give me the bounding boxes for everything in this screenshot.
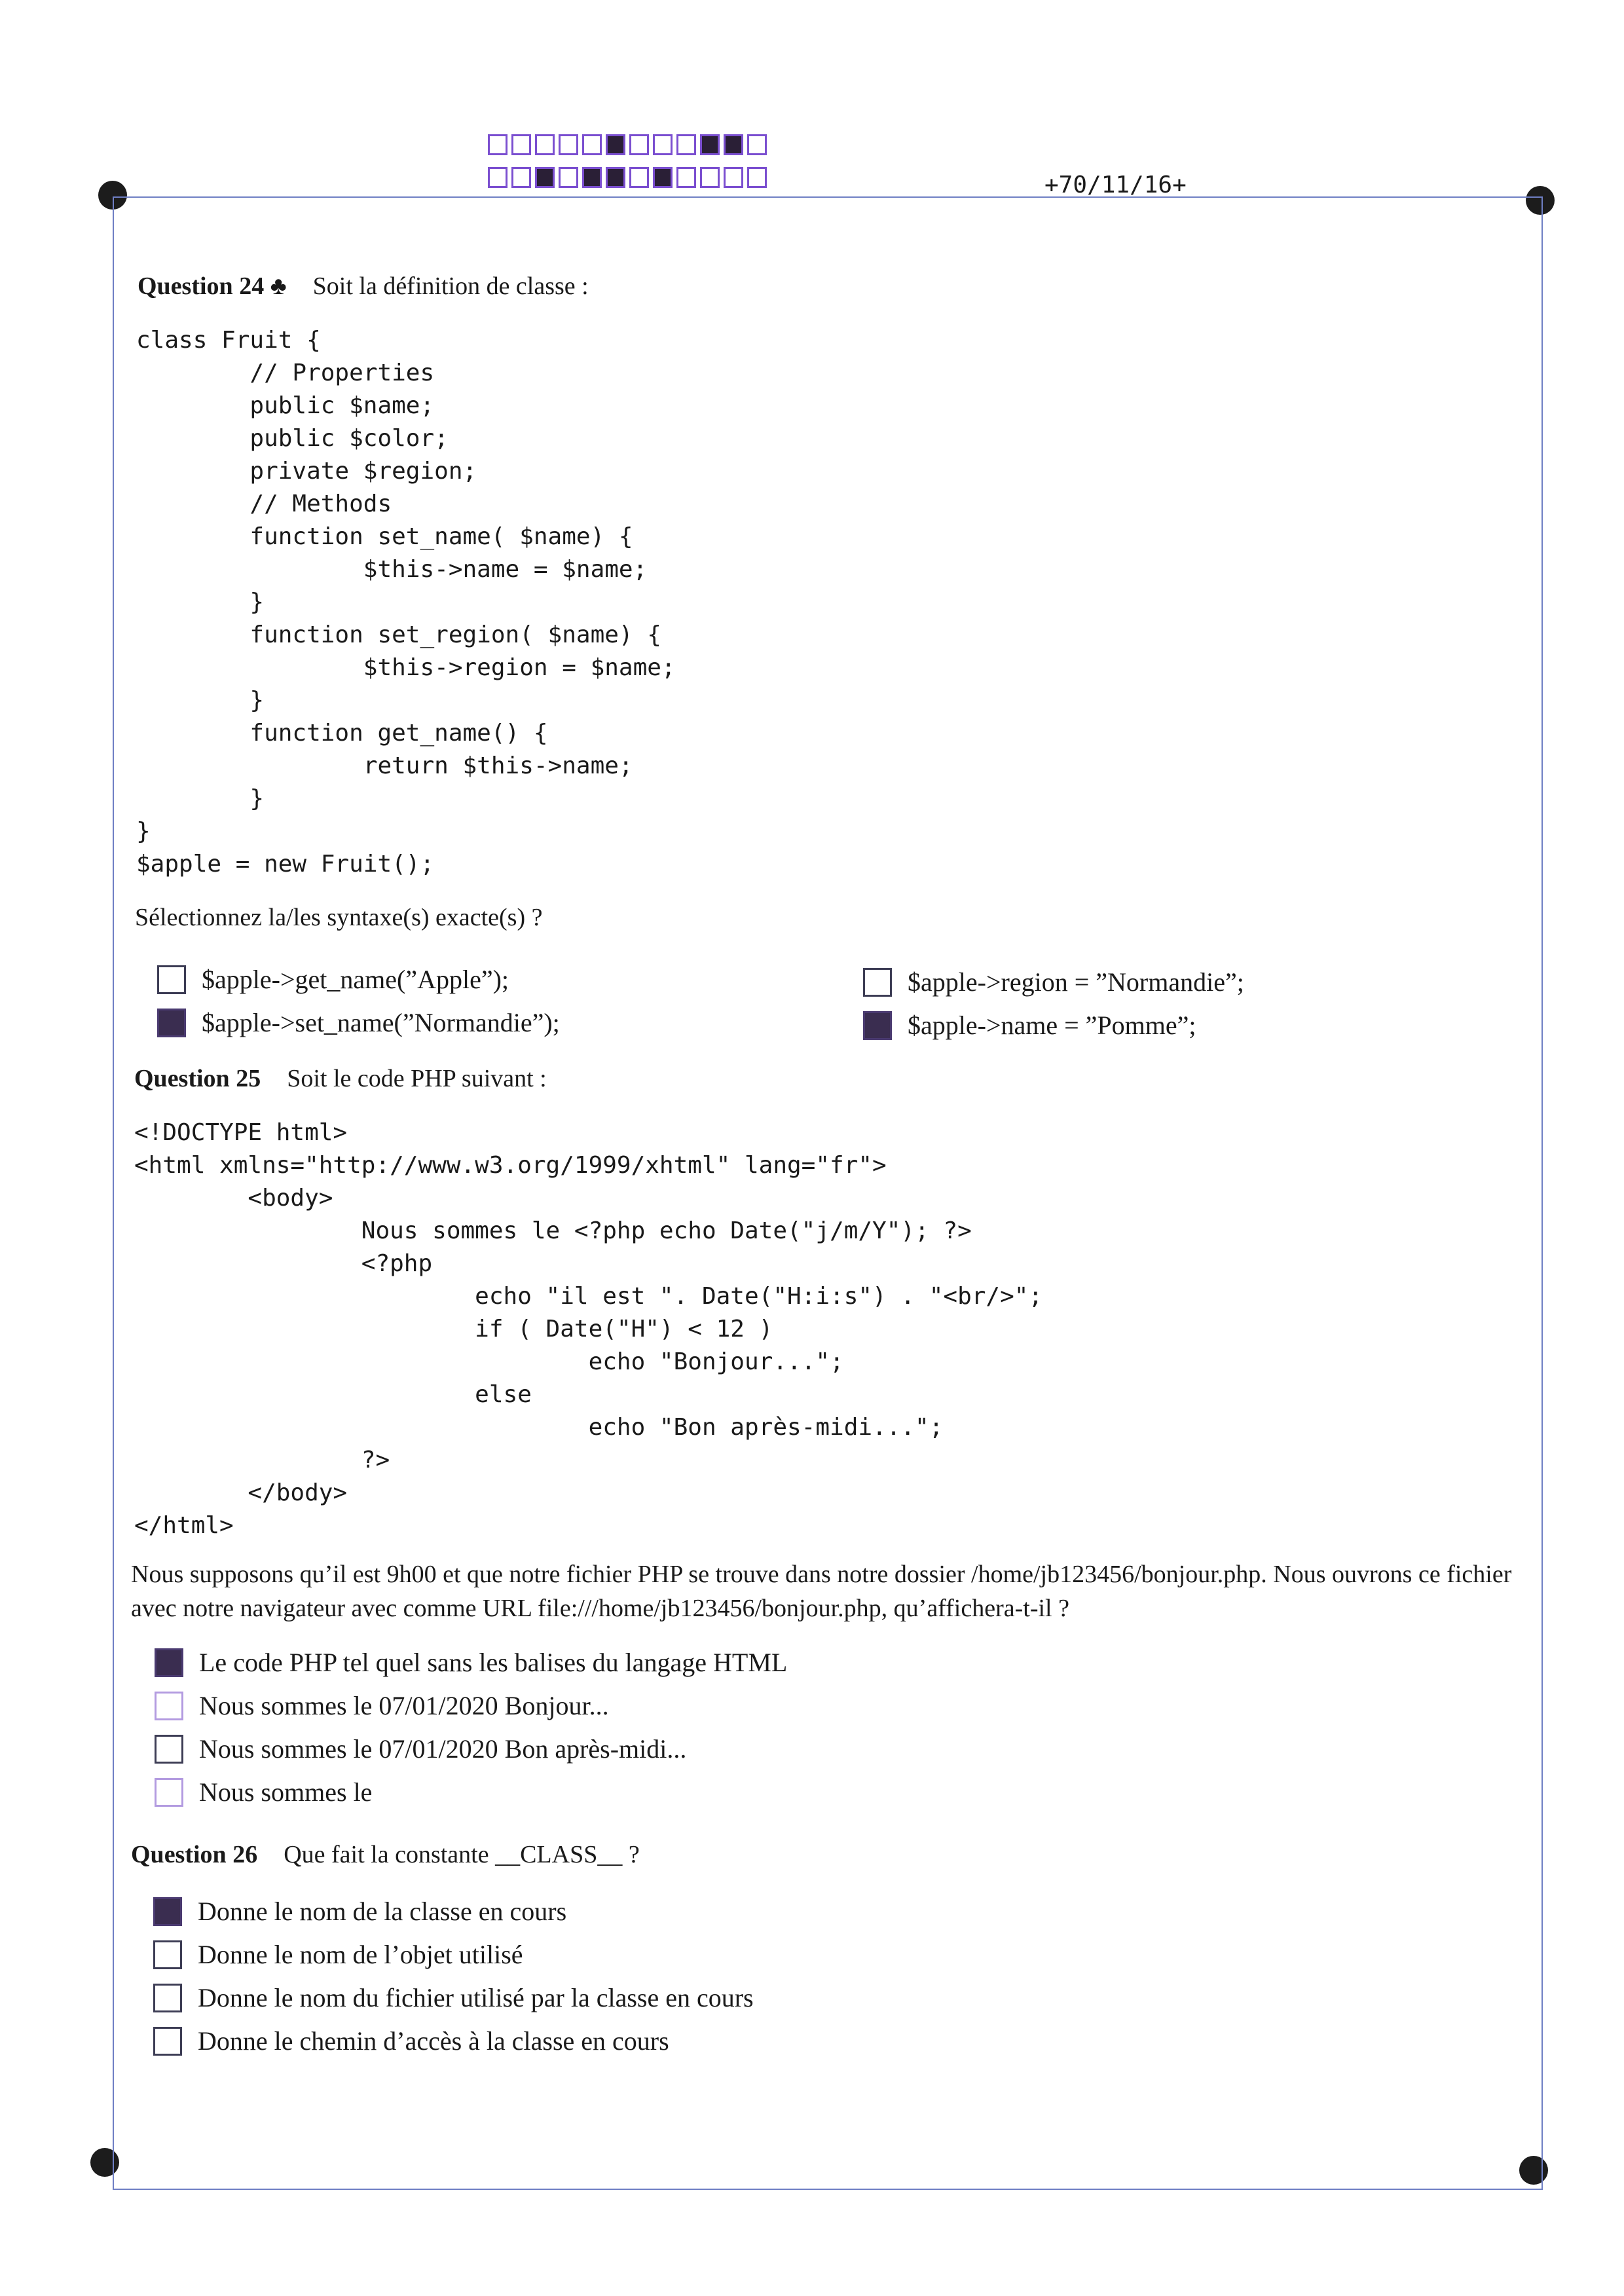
id-grid-cell bbox=[629, 167, 649, 188]
id-grid-cell bbox=[535, 134, 555, 155]
option-label: Nous sommes le 07/01/2020 Bonjour... bbox=[199, 1691, 609, 1720]
option-label: $apple->region = ”Normandie”; bbox=[908, 967, 1244, 997]
id-grid-cell bbox=[747, 167, 767, 188]
id-grid-cell bbox=[700, 167, 720, 188]
id-grid-cell bbox=[511, 134, 531, 155]
page-id-code: +70/11/16+ bbox=[1044, 172, 1187, 198]
id-grid-cell bbox=[535, 167, 555, 188]
checkbox[interactable] bbox=[863, 1011, 892, 1040]
checkbox[interactable] bbox=[863, 968, 892, 997]
question-24-header bbox=[138, 272, 589, 301]
q24-option-3[interactable] bbox=[863, 967, 1244, 997]
checkbox[interactable] bbox=[153, 2027, 182, 2056]
checkbox[interactable] bbox=[153, 1940, 182, 1969]
option-label: $apple->set_name(”Normandie”); bbox=[202, 1008, 560, 1037]
question-prompt: Soit la définition de classe : bbox=[312, 272, 589, 300]
id-grid-cell bbox=[559, 167, 578, 188]
q26-option-2[interactable] bbox=[153, 1939, 523, 1970]
q26-option-4[interactable] bbox=[153, 2026, 669, 2056]
option-label: $apple->name = ”Pomme”; bbox=[908, 1010, 1196, 1040]
question-prompt: Soit le code PHP suivant : bbox=[287, 1065, 547, 1092]
checkbox[interactable] bbox=[155, 1735, 183, 1764]
q24-option-1[interactable] bbox=[157, 964, 509, 995]
id-grid-cell bbox=[606, 167, 625, 188]
checkbox[interactable] bbox=[153, 1984, 182, 2012]
q25-option-1[interactable] bbox=[155, 1647, 787, 1678]
id-grid-cell bbox=[488, 167, 507, 188]
id-grid-cell bbox=[653, 134, 673, 155]
option-label: Donne le nom du fichier utilisé par la classe en cours bbox=[198, 1983, 754, 2012]
checkbox[interactable] bbox=[157, 965, 186, 994]
option-label: Donne le chemin d’accès à la classe en cours bbox=[198, 2026, 669, 2056]
checkbox[interactable] bbox=[155, 1648, 183, 1677]
q24-option-2[interactable] bbox=[157, 1007, 560, 1038]
id-grid-cell bbox=[676, 134, 696, 155]
code-block-q24: class Fruit { // Properties public $name; public $color; private $region; // Methods function set_name( $name) { $this->name = $name; } function set_region( $name) { $this->region = $name; } function get_name() { return $this->name; } } $apple = new Fruit(); bbox=[136, 327, 676, 878]
id-grid-cell bbox=[653, 167, 673, 188]
id-grid-cell bbox=[724, 167, 743, 188]
option-label: Le code PHP tel quel sans les balises du langage HTML bbox=[199, 1648, 788, 1677]
id-grid-cell bbox=[606, 134, 625, 155]
id-grid-cell bbox=[582, 167, 602, 188]
id-grid-cell bbox=[582, 134, 602, 155]
question-number: Question 26 bbox=[131, 1841, 258, 1868]
q26-option-3[interactable] bbox=[153, 1982, 754, 2013]
id-grid-cell bbox=[559, 134, 578, 155]
question-25-header bbox=[134, 1064, 547, 1093]
q25-option-2[interactable] bbox=[155, 1690, 609, 1721]
id-grid-row-2 bbox=[488, 167, 767, 188]
q26-option-1[interactable] bbox=[153, 1896, 566, 1927]
id-grid-cell bbox=[676, 167, 696, 188]
option-label: Donne le nom de l’objet utilisé bbox=[198, 1940, 523, 1969]
option-label: Donne le nom de la classe en cours bbox=[198, 1897, 567, 1926]
question-number: Question 25 bbox=[134, 1065, 261, 1092]
question-number: Question 24 ♣ bbox=[138, 272, 287, 300]
checkbox[interactable] bbox=[155, 1778, 183, 1807]
q25-option-4[interactable] bbox=[155, 1777, 372, 1807]
option-label: $apple->get_name(”Apple”); bbox=[202, 965, 509, 994]
checkbox[interactable] bbox=[157, 1009, 186, 1037]
question-26-header bbox=[131, 1840, 640, 1869]
id-grid-cell bbox=[511, 167, 531, 188]
question-24-instruction: Sélectionnez la/les syntaxe(s) exacte(s) ? bbox=[135, 904, 543, 931]
id-grid-cell bbox=[629, 134, 649, 155]
checkbox[interactable] bbox=[155, 1692, 183, 1720]
id-grid-cell bbox=[700, 134, 720, 155]
option-label: Nous sommes le bbox=[199, 1777, 373, 1807]
id-grid-row-1 bbox=[488, 134, 767, 155]
checkbox[interactable] bbox=[153, 1897, 182, 1926]
q24-option-4[interactable] bbox=[863, 1010, 1196, 1041]
q25-option-3[interactable] bbox=[155, 1733, 686, 1764]
id-grid-cell bbox=[488, 134, 507, 155]
question-25-paragraph: Nous supposons qu’il est 9h00 et que notre fichier PHP se trouve dans notre dossier /home/jb123456/bonjour.php. Nous ouvrons ce fichier avec notre navigateur avec comme URL file:///home/jb123456/bonjour.php, qu’affichera-t-il ? bbox=[131, 1561, 1512, 1622]
id-grid-cell bbox=[747, 134, 767, 155]
question-prompt: Que fait la constante __CLASS__ ? bbox=[284, 1841, 640, 1868]
id-grid-cell bbox=[724, 134, 743, 155]
code-block-q25: <!DOCTYPE html> <html xmlns="http://www.w3.org/1999/xhtml" lang="fr"> <body> Nous sommes le <?php echo Date("j/m/Y"); ?> <?php echo "il est ". Date("H:i:s") . "<br/>"; if ( Date("H") < 12 ) echo "Bonjour..."; else echo "Bon après-midi..."; ?> </body> </html> bbox=[134, 1119, 1043, 1539]
option-label: Nous sommes le 07/01/2020 Bon après-midi... bbox=[199, 1734, 687, 1764]
